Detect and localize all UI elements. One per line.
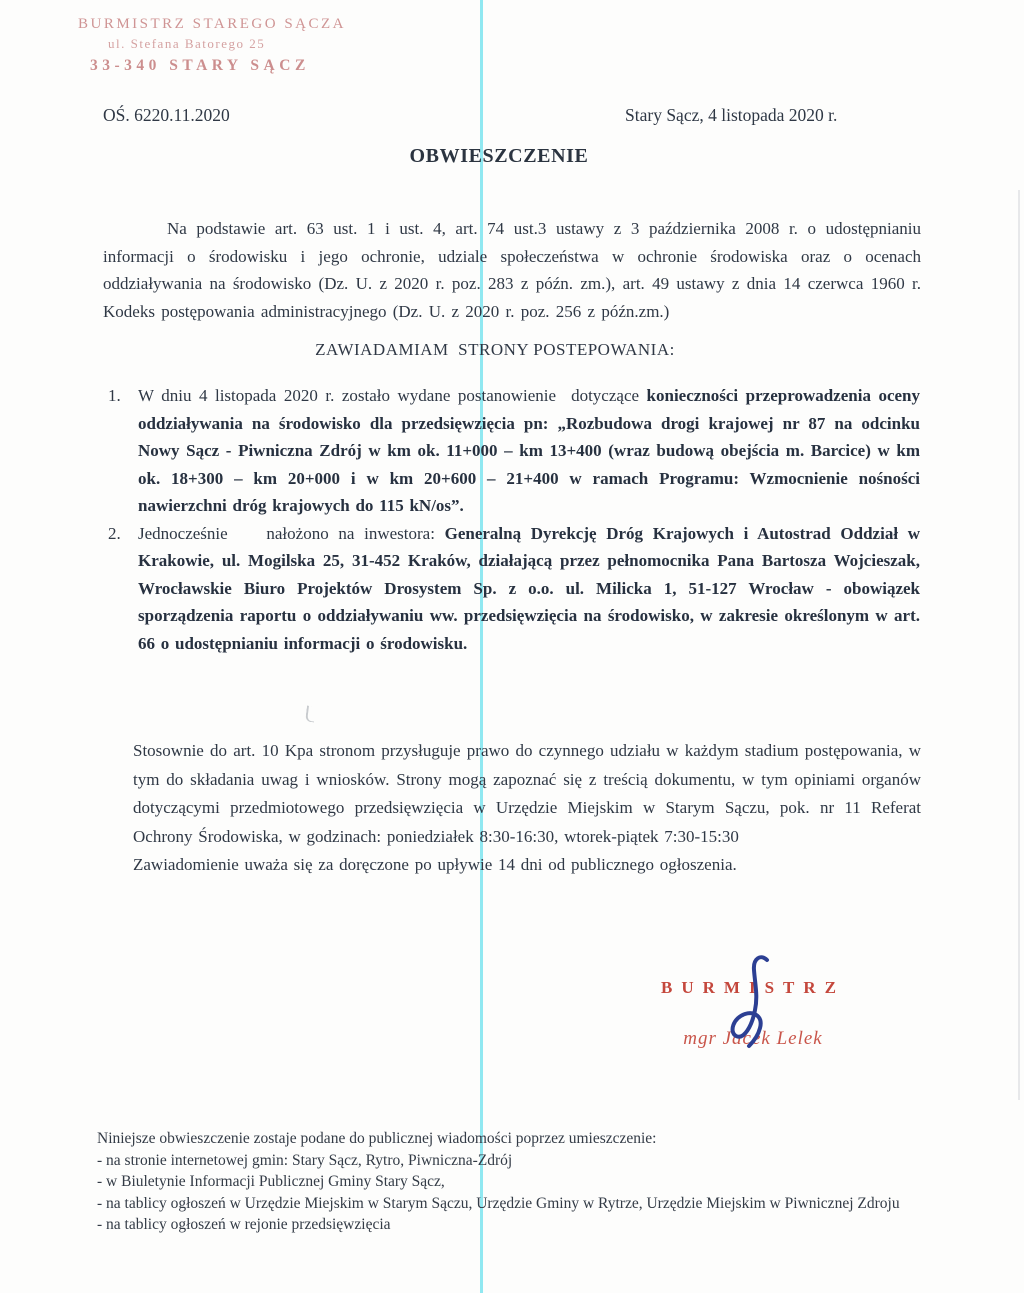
item-text [138,382,920,520]
closing-paragraph-delivery: Zawiadomienie uważa się za doręczone po upływie 14 dni od publicznego ogłoszenia. [133,855,737,874]
signature-block [633,978,873,1050]
item-text-normal: Jednocześnie nałożono na inwestora: [138,523,445,543]
publication-intro: Niniejsze obwieszczenie zostaje podane do publicznej wiadomości poprzez umieszczenie: [97,1130,657,1147]
item-number: 1. [108,386,121,405]
closing-block [133,737,921,880]
item-text-bold: konieczności przeprowadzenia oceny oddziaływania na środowisko dla przedsięwzięcia pn: „Rozbudowa drogi krajowej nr 87 na odcinku Nowy Sącz - Piwniczna Zdrój w km ok. 11+000 – km 13+400 (wraz budową obejścia m. Barcice) w km ok. 18+300 – km 20+000 i w km 20+600 – 21+400 w ramach Programu: Wzmocnienie nośności nawierzchni dróg krajowych do 115 kN/os”. [138,386,920,515]
item-text [138,520,920,658]
item-number: 2. [108,523,121,543]
ink-smudge-artifact [305,706,316,723]
closing-paragraph-rights: Stosownie do art. 10 Kpa stronom przysługuje prawo do czynnego udziału w każdym stadium postępowania, w tym do składania uwag i wniosków. Strony mogą zapoznać się z treścią dokumentu, w tym opiniami organów dotyczącymi przedmiotowego przedsięwzięcia w Urzędzie Miejskim w Starym Sączu, pok. nr 11 Referat Ochrony Środowiska, w godzinach: poniedziałek 8:30-16:30, wtorek-piątek 7:30-15:30 [133,741,921,846]
mayor-stamp-title: BURMISTRZ [661,978,845,997]
document-title: OBWIESZCZENIE [409,145,589,167]
stamp-street-address: ul. Stefana Batorego 25 [108,36,266,51]
publication-item-notice-boards: - na tablicy ogłoszeń w Urzędzie Miejskim w Starym Sączu, Urzędzie Gminy w Rytrze, Urzędzie Miejskim w Piwnicznej Zdroju [97,1194,900,1212]
notice-heading: ZAWIADAMIAM STRONY POSTEPOWANIA: [315,340,675,359]
publication-item-websites: - na stronie internetowej gmin: Stary Sącz, Rytro, Piwniczna-Zdrój [97,1151,513,1169]
sender-office-stamp [78,16,346,75]
place-and-date: Stary Sącz, 4 listopada 2020 r. [625,105,838,125]
item-text-bold: Generalną Dyrekcję Dróg Krajowych i Autostrad Oddział w Krakowie, ul. Mogilska 25, 31-452 Kraków, działającą przez pełnomocnika Pana Bartosza Wojcieszak, Wrocławskie Biuro Projektów Drosystem Sp. z o.o. ul. Milicka 1, 51-127 Wrocław - obowiązek sporządzenia raportu o oddziaływaniu ww. przedsięwzięcia na środowisko, w zakresie określonym w art. 66 o udostępnianiu informacji o środowisku. [138,523,920,653]
stamp-office-name: BURMISTRZ STAREGO SĄCZA [78,16,346,32]
scanner-streak-gray [1018,190,1020,1100]
list-item-2 [108,520,920,658]
handwritten-signature-ink [721,952,791,1056]
list-item-1 [108,382,920,520]
stamp-postal-city: 33-340 STARY SĄCZ [90,57,310,74]
publication-notes [97,1128,942,1236]
reference-number: OŚ. 6220.11.2020 [103,105,230,125]
item-text-normal: W dniu 4 listopada 2020 r. zostało wydane postanowienie dotyczące [138,386,647,405]
publication-item-bip: - w Biuletynie Informacji Publicznej Gminy Stary Sącz, [97,1173,445,1191]
publication-item-project-area: - na tablicy ogłoszeń w rejonie przedsięwzięcia [97,1216,391,1234]
decision-list [108,382,920,657]
mayor-name: mgr Jacek Lelek [683,1028,823,1049]
legal-basis-paragraph: Na podstawie art. 63 ust. 1 i ust. 4, art. 74 ust.3 ustawy z 3 października 2008 r. o udostępnianiu informacji o środowisku i jego ochronie, udziale społeczeństwa w ochronie środowiska oraz o ocenach oddziaływania na środowisko (Dz. U. z 2020 r. poz. 283 z późn. zm.), art. 49 ustawy z dnia 14 czerwca 1960 r. Kodeks postępowania administracyjnego (Dz. U. z 2020 r. poz. 256 z późn.zm.) [103,219,921,321]
